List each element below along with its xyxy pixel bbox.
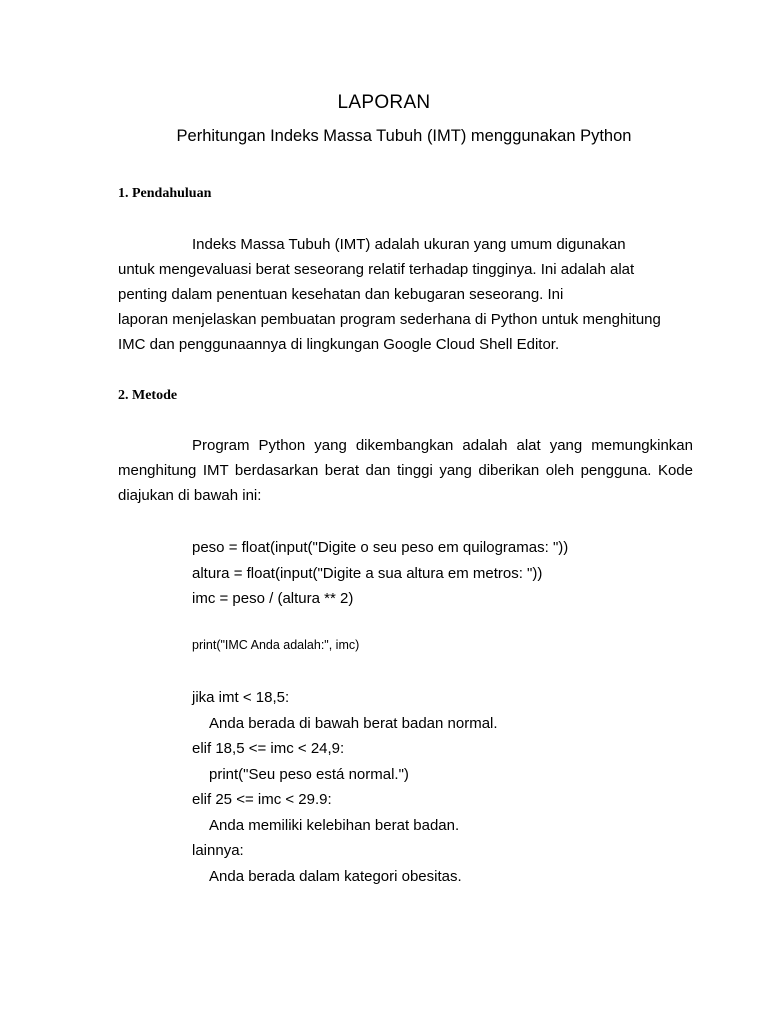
paragraph-line: diajukan di bawah ini: (118, 487, 262, 504)
code-line: Anda berada di bawah berat badan normal. (209, 714, 498, 732)
document-subtitle: Perhitungan Indeks Massa Tubuh (IMT) menggunakan Python (176, 127, 632, 145)
code-block-input (192, 535, 568, 612)
code-line: altura = float(input("Digite a sua altura em metros: ")) (192, 564, 543, 582)
code-line: Anda berada dalam kategori obesitas. (209, 867, 462, 885)
method-paragraph (118, 433, 693, 508)
paragraph-line: laporan menjelaskan pembuatan program sederhana di Python untuk menghitung (118, 311, 661, 328)
code-line: jika imt < 18,5: (192, 689, 290, 706)
code-block-conditions (192, 685, 498, 889)
paragraph-line: Indeks Massa Tubuh (IMT) adalah ukuran yang umum digunakan (192, 236, 626, 253)
paragraph-line: untuk mengevaluasi berat seseorang relatif terhadap tingginya. Ini adalah alat (118, 261, 635, 278)
paragraph-line: menghitung IMT berdasarkan berat dan tinggi yang diberikan oleh pengguna. Kode (118, 462, 693, 479)
code-line: lainnya: (192, 842, 244, 859)
code-line: elif 25 <= imc < 29.9: (192, 791, 332, 808)
introduction-paragraph (118, 232, 693, 357)
code-line: peso = float(input("Digite o seu peso em quilogramas: ")) (192, 539, 569, 556)
section-heading-method: 2. Metode (118, 388, 178, 403)
paragraph-line: IMC dan penggunaannya di lingkungan Google Cloud Shell Editor. (118, 336, 560, 353)
code-line: elif 18,5 <= imc < 24,9: (192, 740, 345, 757)
paragraph-line: penting dalam penentuan kesehatan dan kebugaran seseorang. Ini (118, 286, 564, 303)
section-heading-introduction: 1. Pendahuluan (118, 186, 212, 201)
document-title: LAPORAN (337, 92, 431, 113)
code-line: print("Seu peso está normal.") (209, 765, 409, 783)
code-print-line: print("IMC Anda adalah:", imc) (192, 638, 360, 652)
paragraph-line: Program Python yang dikembangkan adalah alat yang memungkinkan (192, 437, 693, 454)
code-line: Anda memiliki kelebihan berat badan. (209, 816, 460, 834)
code-line: imc = peso / (altura ** 2) (192, 590, 354, 607)
